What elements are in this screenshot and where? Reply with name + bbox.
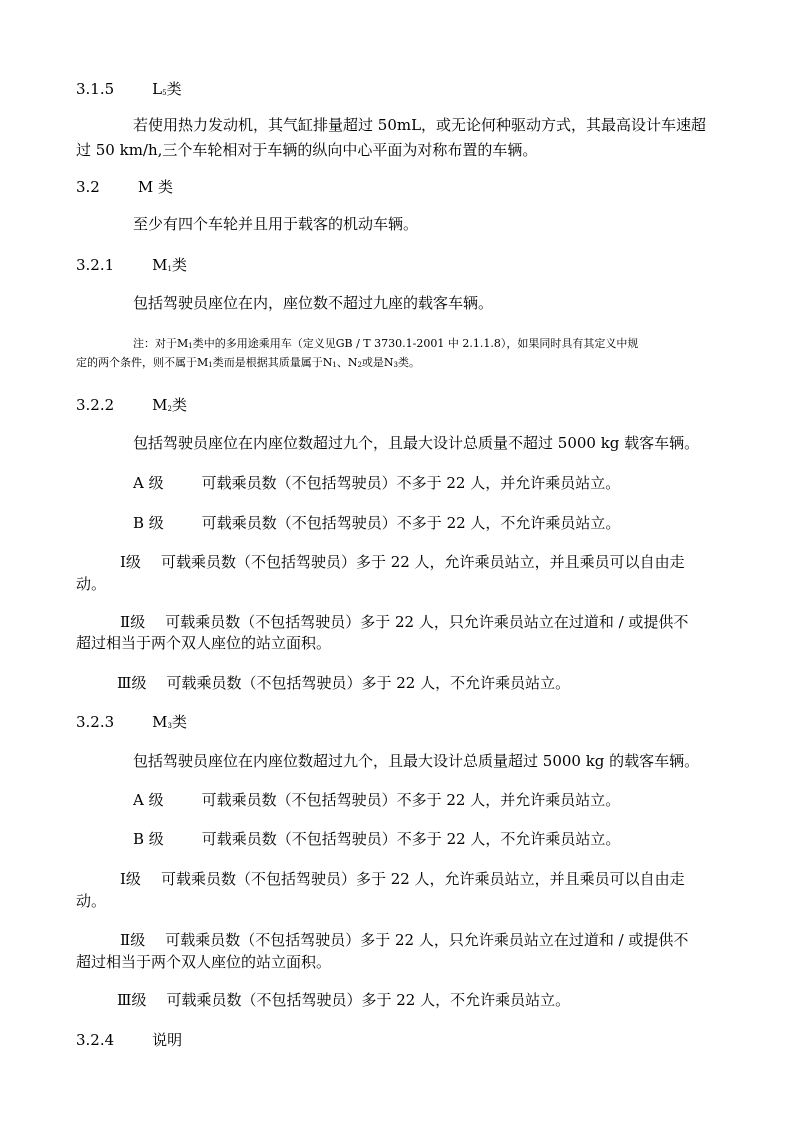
class-label: Ⅰ级 — [120, 553, 141, 571]
section-heading-3-2 — [76, 177, 173, 197]
section-heading-3-2-2 — [76, 395, 187, 415]
class-line: A 级 可载乘员数（不包括驾驶员）不多于 22 人，并允许乘员站立。 — [133, 791, 621, 809]
class-line: Ⅱ级 可载乘员数（不包括驾驶员）多于 22 人，只允许乘员站立在过道和 / 或提供不 — [120, 613, 689, 631]
section-heading-3-2-4 — [76, 1030, 182, 1050]
paragraph-line: 超过相当于两个双人座位的站立面积。 — [76, 953, 332, 971]
class-label: B 级 — [133, 514, 164, 532]
note-line: 定的两个条件，则不属于$M_1$类而是根据其质量属于$N_1$、$N_2$或是$N_3$类。 — [76, 356, 421, 369]
class-line: Ⅱ级 可载乘员数（不包括驾驶员）多于 22 人，只允许乘员站立在过道和 / 或提供不 — [120, 931, 689, 949]
class-label: Ⅲ级 — [117, 991, 147, 1009]
section-number: 3.2.1 — [76, 256, 115, 274]
class-line: A 级 可载乘员数（不包括驾驶员）不多于 22 人，并允许乘员站立。 — [133, 474, 621, 492]
class-line: B 级 可载乘员数（不包括驾驶员）不多于 22 人，不允许乘员站立。 — [133, 830, 621, 848]
paragraph-line: 动。 — [76, 575, 107, 593]
paragraph-line: 包括驾驶员座位在内座位数超过九个，且最大设计总质量不超过 5000 kg 载客车辆。 — [133, 434, 700, 452]
section-number: 3.2.2 — [76, 396, 115, 414]
class-line: Ⅲ级 可载乘员数（不包括驾驶员）多于 22 人，不允许乘员站立。 — [117, 991, 571, 1009]
section-title: $M_2$类 — [152, 396, 188, 414]
class-label: Ⅱ级 — [120, 613, 146, 631]
section-title: $M_3$类 — [152, 713, 188, 731]
class-label: A 级 — [133, 474, 164, 492]
class-label: Ⅰ级 — [120, 870, 141, 888]
class-label: A 级 — [133, 791, 164, 809]
class-line: Ⅲ级 可载乘员数（不包括驾驶员）多于 22 人，不允许乘员站立。 — [117, 674, 571, 692]
section-number: 3.2.4 — [76, 1031, 115, 1049]
section-title: M 类 — [137, 178, 173, 196]
section-title: $M_1$类 — [152, 256, 188, 274]
paragraph-line: 包括驾驶员座位在内，座位数不超过九座的载客车辆。 — [133, 294, 494, 312]
paragraph-line: 过 50 km/h,三个车轮相对于车辆的纵向中心平面为对称布置的车辆。 — [76, 141, 538, 159]
section-number: 3.2.3 — [76, 713, 115, 731]
section-heading-3-2-3 — [76, 712, 187, 732]
class-label: Ⅱ级 — [120, 931, 146, 949]
section-heading-3-2-1 — [76, 255, 187, 275]
paragraph-line: 动。 — [76, 892, 107, 910]
class-label: B 级 — [133, 830, 164, 848]
section-number: 3.1.5 — [76, 80, 115, 98]
class-label: Ⅲ级 — [117, 674, 147, 692]
note-line: 注：对于$M_1$类中的多用途乘用车（定义见GB / T 3730.1-2001 中 2.1.1.8），如果同时具有其定义中规 — [133, 337, 639, 350]
paragraph-line: 超过相当于两个双人座位的站立面积。 — [76, 634, 332, 652]
paragraph-line: 若使用热力发动机，其气缸排量超过 50mL，或无论何种驱动方式，其最高设计车速超 — [133, 116, 707, 134]
paragraph-line: 包括驾驶员座位在内座位数超过九个，且最大设计总质量超过 5000 kg 的载客车辆。 — [133, 752, 700, 770]
section-number: 3.2 — [76, 178, 100, 196]
class-line: B 级 可载乘员数（不包括驾驶员）不多于 22 人，不允许乘员站立。 — [133, 514, 621, 532]
section-title: $L_5$类 — [152, 80, 182, 98]
class-line: Ⅰ级 可载乘员数（不包括驾驶员）多于 22 人，允许乘员站立，并且乘员可以自由走 — [120, 870, 685, 888]
section-title: 说明 — [152, 1031, 183, 1049]
section-heading-3-1-5 — [76, 79, 182, 99]
class-line: Ⅰ级 可载乘员数（不包括驾驶员）多于 22 人，允许乘员站立，并且乘员可以自由走 — [120, 553, 685, 571]
paragraph-line: 至少有四个车轮并且用于载客的机动车辆。 — [133, 215, 419, 233]
